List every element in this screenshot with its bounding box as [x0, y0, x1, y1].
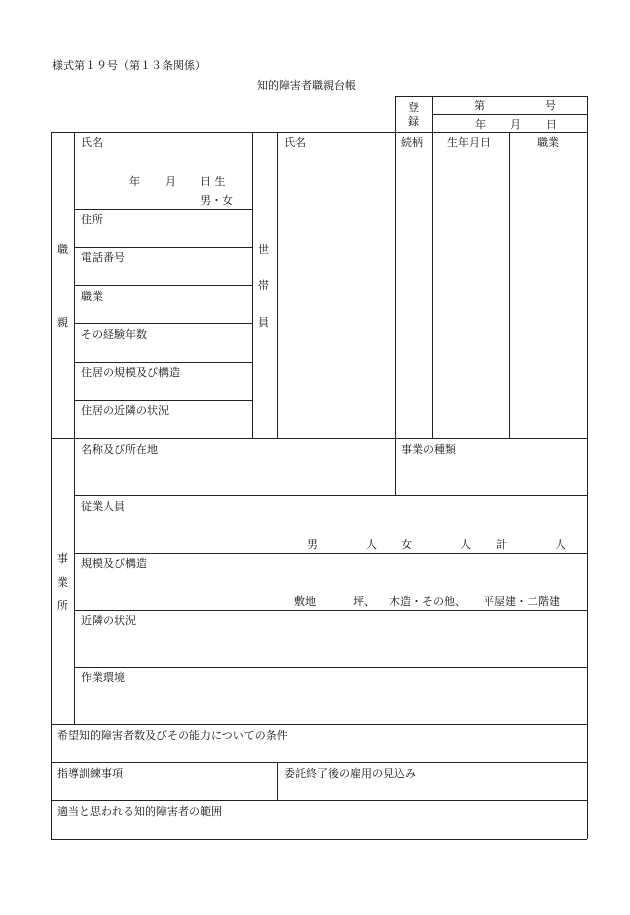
registration-number-suffix: 号: [545, 99, 556, 112]
business-section-char-2: 業: [57, 576, 68, 589]
business-total: 計: [496, 538, 507, 551]
household-name-header: 氏名: [284, 136, 306, 149]
desired-conditions-label: 希望知的障害者数及びその能力についての条件: [57, 729, 288, 742]
shokuoya-birth-month: 月: [165, 175, 176, 188]
business-male-unit: 人: [366, 538, 377, 551]
business-type-label: 事業の種類: [401, 443, 456, 456]
business-neighborhood-label: 近隣の状況: [81, 614, 136, 627]
business-environment-label: 作業環境: [81, 671, 125, 684]
business-tsubo: 坪、: [353, 595, 375, 608]
registration-number-prefix: 第: [474, 99, 485, 112]
shokuoya-section-char-1: 職: [57, 243, 68, 256]
form-number: 様式第１９号（第１３条関係）: [52, 59, 206, 72]
shokuoya-section-char-2: 親: [57, 316, 68, 329]
business-female: 女: [401, 538, 412, 551]
household-section-char-3: 員: [258, 316, 269, 329]
household-section-char-1: 世: [258, 243, 269, 256]
shokuoya-experience-label: その経験年数: [81, 328, 147, 341]
business-section-char-3: 所: [57, 599, 68, 612]
shokuoya-housing-label: 住居の規模及び構造: [81, 366, 180, 379]
household-birth-header: 生年月日: [447, 136, 491, 149]
shokuoya-address-label: 住所: [81, 213, 103, 226]
shokuoya-occupation-label: 職業: [81, 290, 103, 303]
training-label: 指導訓練事項: [57, 767, 123, 780]
business-female-unit: 人: [460, 538, 471, 551]
household-relation-header: 続柄: [401, 136, 423, 149]
registration-year: 年: [475, 118, 486, 131]
business-scale-label: 規模及び構造: [81, 557, 147, 570]
shokuoya-name-label: 氏名: [81, 136, 103, 149]
business-site: 敷地: [294, 595, 316, 608]
registration-day: 日: [546, 118, 557, 131]
post-employment-label: 委託終了後の雇用の見込み: [284, 767, 416, 780]
business-section-char-1: 事: [57, 552, 68, 565]
registration-month: 月: [510, 118, 521, 131]
household-occupation-header: 職業: [537, 136, 559, 149]
shokuoya-birth-year: 年: [129, 175, 140, 188]
suitable-range-label: 適当と思われる知的障害者の範囲: [57, 805, 222, 818]
shokuoya-phone-label: 電話番号: [81, 251, 125, 264]
business-male: 男: [307, 538, 318, 551]
shokuoya-sex: 男・女: [200, 194, 233, 207]
business-name-address-label: 名称及び所在地: [81, 443, 158, 456]
registration-label-top: 登: [408, 101, 419, 114]
page-title: 知的障害者職親台帳: [257, 79, 356, 92]
shokuoya-birth-day: 日 生: [200, 175, 226, 188]
household-section-char-2: 帯: [258, 279, 269, 292]
business-floors: 平屋建・二階建: [483, 595, 560, 608]
business-construction: 木造・その他、: [389, 595, 466, 608]
business-total-unit: 人: [555, 538, 566, 551]
business-employees-label: 従業人員: [81, 500, 125, 513]
shokuoya-neighborhood-label: 住居の近隣の状況: [81, 404, 169, 417]
registration-label-bottom: 録: [408, 115, 419, 128]
